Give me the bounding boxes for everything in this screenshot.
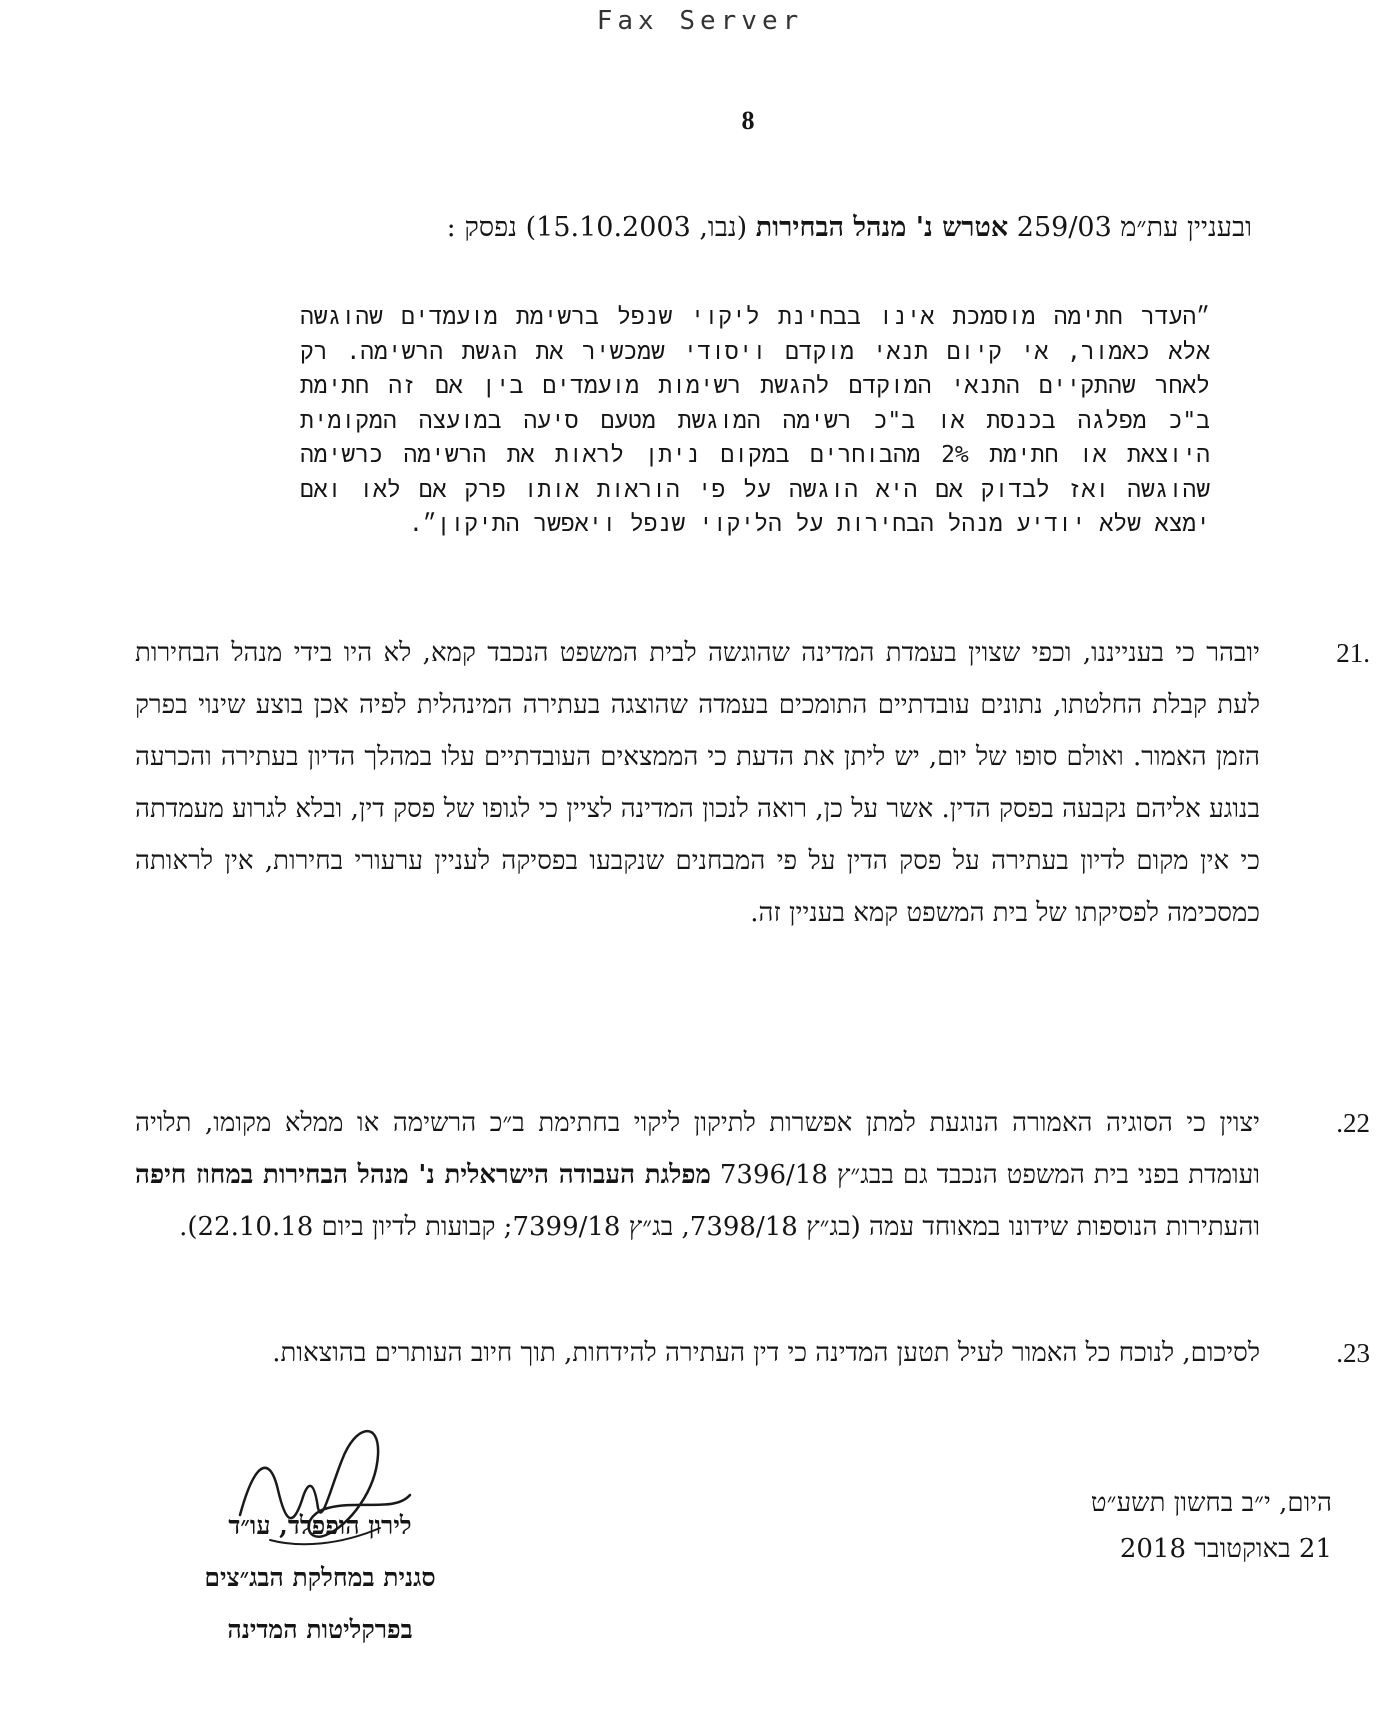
hebrew-date: היום, י״ב בחשון תשע״ט [1090, 1488, 1332, 1518]
signature-block [150, 1500, 490, 1656]
case-name: אטרש נ' מנהל הבחירות [755, 212, 1009, 243]
case-citation-intro [152, 212, 1252, 243]
intro-text-end: (נבו, 15.10.2003) נפסק : [446, 212, 756, 243]
fax-header: Fax Server [596, 6, 804, 36]
paragraph-text-part1: יצוין כי הסוגיה האמורה הנוגעת למתן אפשרות לתיקון ליקוי בחתימת ב״כ הרשימה או ממלא מקומו, תלויה ועומדת בפני בית המשפט הנכבד גם בבג״ץ 7396/18 [135, 1108, 1261, 1190]
signer-name: לירון הופפלד, עו״ד [228, 1511, 412, 1540]
paragraph-text: לסיכום, לנוכח כל האמור לעיל תטען המדינה כי דין העתירה להידחות, תוך חיוב העותרים בהוצאות. [272, 1338, 1260, 1368]
signer-office: בפרקליטות המדינה [227, 1615, 413, 1644]
case-name-bold: מפלגת העבודה הישראלית נ' מנהל הבחירות במחוז חיפה [135, 1160, 711, 1190]
paragraph-text-part2: והעתירות הנוספות שידונו במאוחד עמה (בג״ץ 7398/18, בג״ץ 7399/18; קבועות לדיון ביום 22.10.18). [179, 1212, 1260, 1242]
paragraph-number: .23 [1336, 1338, 1370, 1368]
intro-text-start: ובעניין עת״מ 259/03 [1008, 212, 1252, 243]
gregorian-date: 21 באוקטובר 2018 [1119, 1534, 1332, 1564]
paragraph-text [135, 1097, 1260, 1253]
paragraph-22 [120, 1097, 1370, 1317]
paragraph-number: 21. [1336, 638, 1370, 668]
block-quote: ״העדר חתימה מוסמכת אינו בבחינת ליקוי שנפל ברשימת מועמדים שהוגשה אלא כאמור, אי קיום תנאי מוקדם ויסודי שמכשיר את הגשת הרשימה. רק לאחר שהתקיים התנאי המוקדם להגשת רשימות מועמדים בין אם זה חתימת ב"כ מפלגה בכנסת או ב"כ רשימה המוגשת מטעם סיעה במועצה המקומית היוצאת או חתימת 2% מהבוחרים במקום ניתן לראות את הרשימה כרשימה שהוגשה ואז לבדוק אם היא הוגשה על פי הוראות אותו פרק אם לאו ואם ימצא שלא יודיע מנהל הבחירות על הליקוי שנפל ויאפשר התיקון״. [300, 304, 1210, 537]
date-block [952, 1480, 1332, 1572]
paragraph-21 [120, 627, 1370, 1047]
signer-title: סגנית במחלקת הבג״צים [204, 1563, 436, 1592]
paragraph-number: .22 [1336, 1108, 1370, 1138]
paragraph-text: יובהר כי בענייננו, וכפי שצוין בעמדת המדינה שהוגשה לבית המשפט הנכבד קמא, לא היו בידי מנהל הבחירות לעת קבלת החלטתו, נתונים עובדתיים התומכים בעמדה שהוצגה בעתירה המינהלית לפיה אכן בוצע שינוי בפרק הזמן האמור. ואולם סופו של יום, יש ליתן את הדעת כי הממצאים העובדתיים עלו במהלך הדיון בעתירה והכרעה בנוגע אליהם נקבעה בפסק הדין. אשר על כן, רואה לנכון המדינה לציין כי לגופו של פסק דין, ובלא לגרוע מעמדתה כי אין מקום לדיון בעתירה על פסק הדין על פי המבחנים שנקבעו בפסיקה לעניין ערעורי בחירות, אין לראותה כמסכימה לפסיקתו של בית המשפט קמא בעניין זה. [135, 638, 1260, 928]
page-number: 8 [741, 106, 755, 135]
